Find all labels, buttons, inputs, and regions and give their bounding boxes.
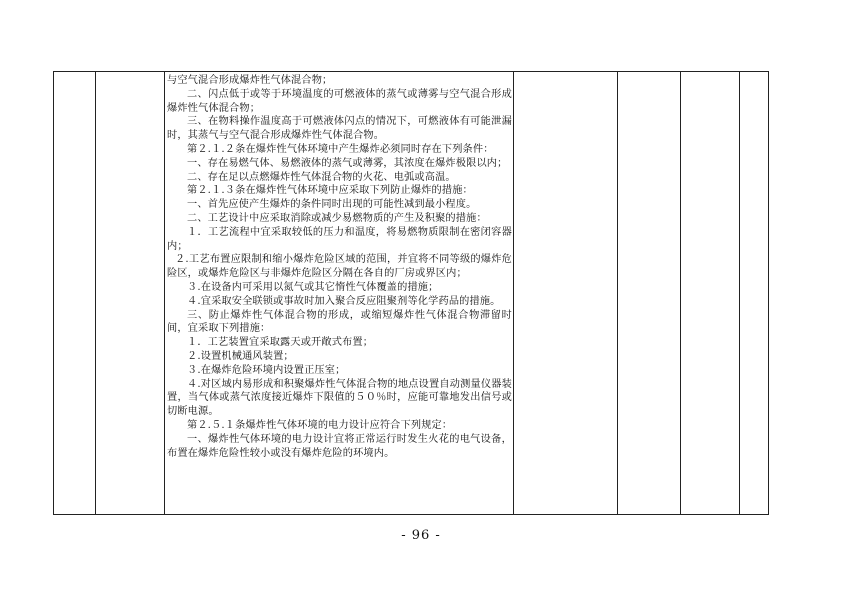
page-number: - 96 -: [401, 528, 441, 543]
paragraph: １．工艺流程中宜采取较低的压力和温度，将易燃物质限制在密闭容器内；: [167, 226, 512, 252]
paragraph: 第２.５.１条爆炸性气体环境的电力设计应符合下列规定：: [187, 419, 453, 431]
column-divider: [617, 72, 618, 514]
paragraph: 一、爆炸性气体环境的电力设计宜将正常运行时发生火花的电气设备，布置在爆炸危险性较小或没有爆炸危险的环境内。: [167, 433, 512, 459]
paragraph: 一、首先应使产生爆炸的条件同时出现的可能性减到最小程度。: [187, 199, 477, 211]
column-divider: [739, 72, 740, 514]
paragraph: ２.设置机械通风装置；: [187, 350, 294, 362]
paragraph: 二、存在足以点燃爆炸性气体混合物的火花、电弧或高温。: [187, 171, 456, 183]
paragraph: 二、闪点低于或等于环境温度的可燃液体的蒸气或薄雾与空气混合形成爆炸性气体混合物；: [167, 88, 512, 114]
paragraph: 三、防止爆炸性气体混合物的形成，或缩短爆炸性气体混合物滞留时间，宜采取下列措施：: [167, 309, 512, 335]
paragraph: １．工艺装置宜采取露天或开敞式布置；: [187, 337, 374, 349]
paragraph: 第２.１.２条在爆炸性气体环境中产生爆炸必须同时存在下列条件：: [187, 143, 494, 155]
paragraph: 与空气混合形成爆炸性气体混合物；: [167, 75, 333, 86]
paragraph: 二、工艺设计中应采取消除或减少易燃物质的产生及积聚的措施：: [187, 212, 487, 224]
paragraph: 第２.１.３条在爆炸性气体环境中应采取下列防止爆炸的措施：: [187, 185, 473, 197]
column-divider: [513, 72, 514, 514]
paragraph: ２.工艺布置应限制和缩小爆炸危险区域的范围，并宜将不同等级的爆炸危险区，或爆炸危险区与非爆炸危险区分隔在各自的厂房或界区内；: [167, 254, 512, 280]
paragraph: ３.在爆炸危险环境内设置正压室；: [187, 364, 346, 376]
column-divider: [95, 72, 96, 514]
column-divider: [680, 72, 681, 514]
regulation-table: [53, 71, 769, 515]
paragraph: ４.对区域内易形成和积聚爆炸性气体混合物的地点设置自动测量仪器装置，当气体或蒸气浓度接近爆炸下限值的５０％时，应能可靠地发出信号或切断电源。: [167, 378, 512, 418]
paragraph: 一、存在易燃气体、易燃液体的蒸气或薄雾，其浓度在爆炸极限以内；: [187, 157, 508, 169]
regulation-text-cell: [167, 74, 512, 460]
paragraph: 三、在物料操作温度高于可燃液体闪点的情况下，可燃液体有可能泄漏时，其蒸气与空气混合形成爆炸性气体混合物。: [167, 116, 512, 142]
paragraph: ３.在设备内可采用以氮气或其它惰性气体覆盖的措施；: [187, 281, 439, 293]
column-divider: [164, 72, 165, 514]
paragraph: ４.宜采取安全联锁或事故时加入聚合反应阻聚剂等化学药品的措施。: [187, 295, 501, 307]
